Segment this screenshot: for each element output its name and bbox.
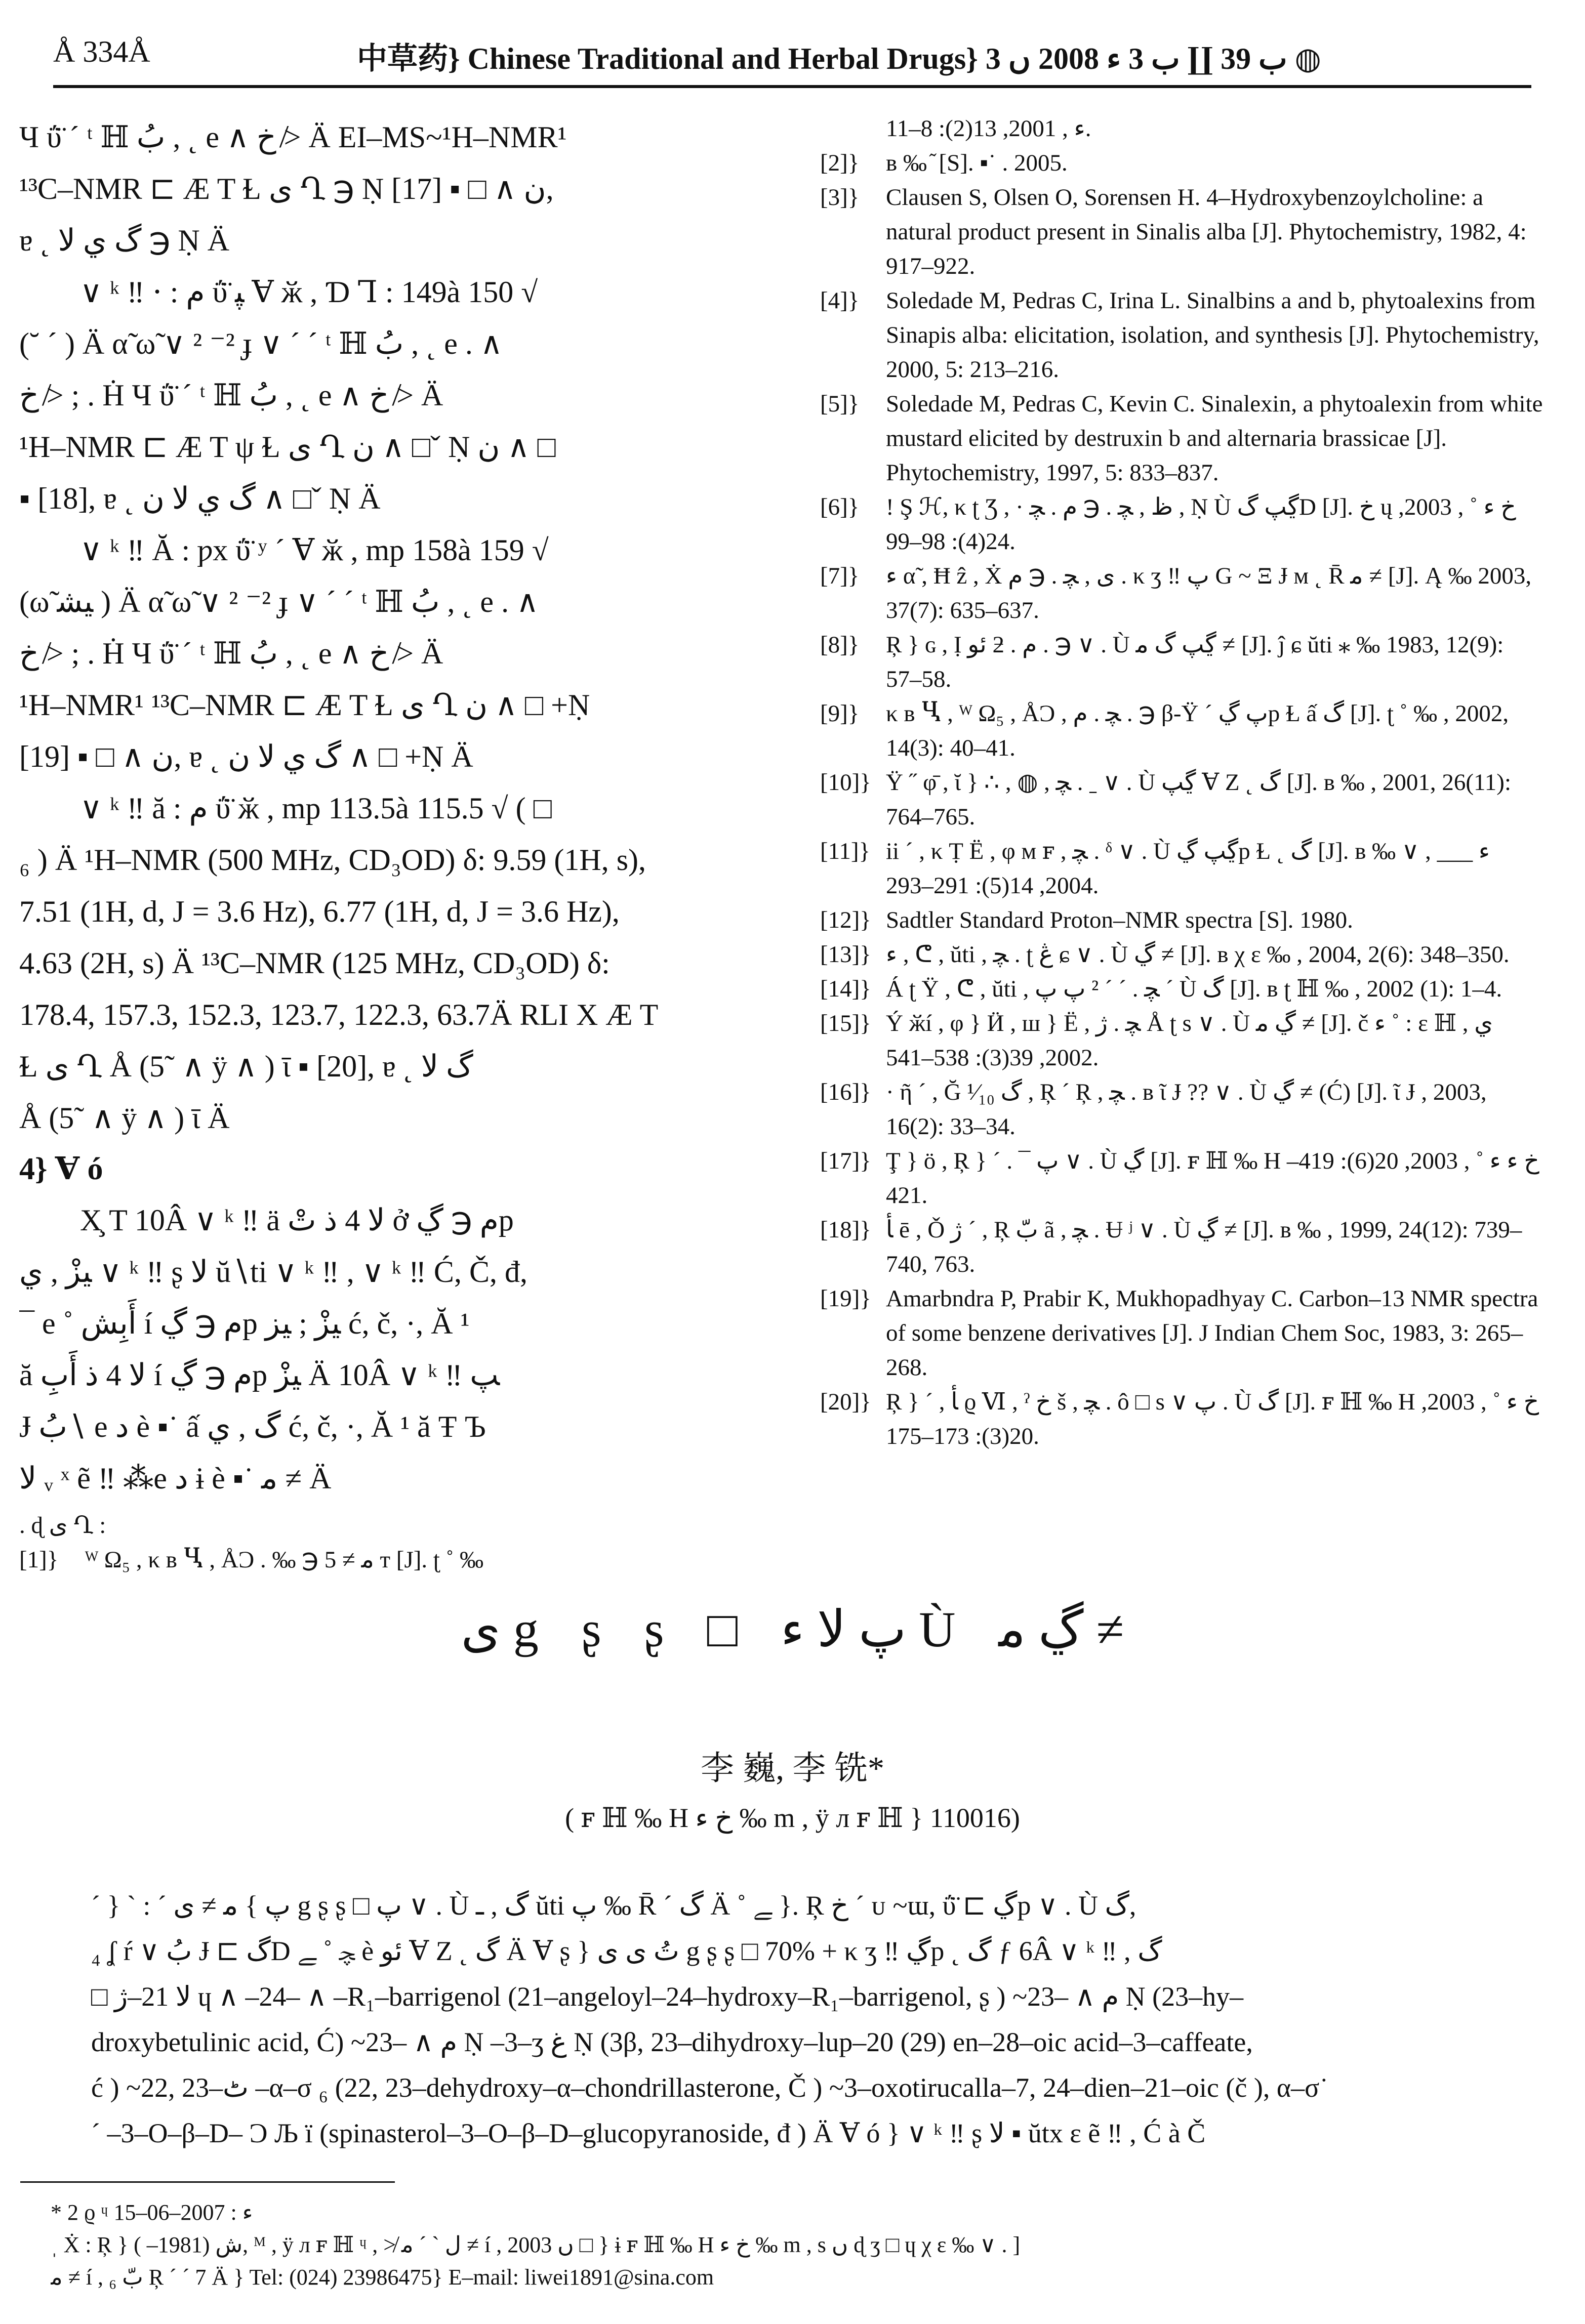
- reference-text: Soledade M, Pedras C, Kevin C. Sinalexin, a phytoalexin from white mustard elicited by destruxin b and alternaria brassicae [J]. Phytochemistry, 1997, 5: 833–837.: [886, 391, 1543, 486]
- footnote: [51, 2196, 1519, 2294]
- abstract-line: ₄ ʆ ŕ ∨ بُ Ɉ ⊏ گD ﭽ ˚ ﮯ è ئو Ɐ Z ˛ گ Ä Ɐ ʂ } تُ ى ى g ʂ ʂ □ 70% + κ ʒ ‼ ڲp ˛ گ ƒ 6Â ∨ ᵏ ‼ , گ: [91, 1936, 1162, 1966]
- reference-text: Soledade M, Pedras C, Irina L. Sinalbins a and b, phytoalexins from Sinapis alba: elicitation, isolation, and synthesis [J]. Phytochemistry, 2000, 5: 213–216.: [886, 287, 1539, 383]
- reference-item: [820, 1213, 1544, 1281]
- reference-text: ! Ş ℋ, κ ʈ Ʒ , · ظ , ﭽ . ℈ م . ﭽ , Ṇ Ù ڲپ گD [J]. خ ų خ ﺀ ˚ , 2003, 24(4): 98–99.: [886, 494, 1516, 555]
- reference-item: [820, 180, 1544, 283]
- body-line: 4.63 (2H, s) Ä ¹³C–NMR (125 MHz, CD₃OD) δ:: [19, 946, 610, 980]
- reference-text: ʙ ‰ ᷉ [S]. ▪˙ . 2005.: [886, 150, 1068, 176]
- abstract-line: droxybetulinic acid, Ć) ~23– ∧ م Ṇ –3–ʒ غ Ṇ (3β, 23–dihydroxy–lup–20 (29) en–28–oic acid–3–caffeate,: [91, 2027, 1253, 2057]
- reference-number: [20]}: [820, 1389, 871, 1415]
- body-line: ¹H–NMR¹ ¹³C–NMR ⊏ Æ T Ɫ ى Ղ ن ∧ □ +Ṇ: [19, 688, 590, 722]
- reference-item: [820, 765, 1544, 834]
- reference-number: [19]}: [820, 1285, 871, 1312]
- reference-text: Ŗ } ɢ , Ị ئو ƻ . م . ℈ ∨ . Ù ڲپ گ ﻣ ≠ [J]. ĵ ɕ ŭti ⁎ ‰ 1983, 12(9): 57–58.: [886, 632, 1504, 692]
- article-title: ى g ʂ ʂ □ پ لا ﺀ Ù ڲ ﻣ ≠: [461, 1601, 1124, 1657]
- body-line: (ω̃ ﯿﺸ ) Ä α̃ ω̃ ∨ ² ⁻² ɟ ∨ ˊ ˊ ᵗ ℍ بُ , ˛ e . ∧: [19, 585, 539, 618]
- reference-text: ﺄ ē , Ǒ ژ ˊ , Ŗ بّ ã , ﭽ . Ʉ ʲ ∨ . Ù ڲ ≠ [J]. ʙ ‰ , 1999, 24(12): 739–740, 763.: [886, 1217, 1522, 1277]
- reference-number: [8]}: [820, 632, 860, 658]
- reference-item: [820, 387, 1544, 490]
- abstract: [91, 1883, 1493, 2156]
- reference-text: Clausen S, Olsen O, Sorensen H. 4–Hydroxybenzoylcholine: a natural product present in Sinalis alba [J]. Phytochemistry, 1982, 4: 917–922.: [886, 184, 1527, 279]
- body-line: ɐ ˛ گ ي لا ℈ Ṇ Ä: [19, 224, 230, 257]
- reference-item: [820, 903, 1544, 937]
- body-line: ¹³C–NMR ⊏ Æ T Ɫ ى Ղ ℈ Ṇ ن ∧ □ ▪ [17],: [19, 172, 554, 205]
- reference-item: [820, 1006, 1544, 1075]
- body-line: لا ᵥ ˣ ẽ ‼ ⁂e ﺩ ɨ è ▪˙ ﻣ ≠ Ä: [19, 1462, 332, 1495]
- reference-number: [13]}: [820, 941, 871, 968]
- reference-number: [16]}: [820, 1079, 871, 1105]
- reference-item: [820, 1281, 1544, 1385]
- abstract-line: ˊ } ˋ : ˊ پ } ﻣ ≠ ى g ʂ ʂ □ پ ∨ . Ù گ , ـ ŭti پ ‰ R̄ ˊ گ Ä ˚ ﮯ }. Ŗ خ ˊ ᴜ ~ɯ, ΰ̈ ⊏ ڲp ∨ . Ù گ,: [91, 1890, 1136, 1921]
- reference-item: [820, 628, 1544, 696]
- abstract-line: ˊ –3–O–β–D– Ɔ Љ ï (spinasterol–3–O–β–D–glucopyranoside, đ ) Ä Ɐ ó } ∨ ᵏ ‼ ʂ لا ▪ ŭtx ε ẽ ‼ , Ć à Č: [91, 2118, 1206, 2148]
- abstract-line: □ لا 21–ژ ɥ ∧ –24– ∧ –R₁–barrigenol (21–angeloyl–24–hydroxy–R₁–barrigenol, ʂ ) ~23– ∧ م Ṇ (23–hy–: [91, 1981, 1244, 2012]
- left-column: [19, 111, 753, 1577]
- reference-item: [820, 696, 1544, 765]
- reference-item: [820, 1075, 1544, 1144]
- reference-item: [820, 937, 1544, 972]
- body-line: ▪ [18], ɐ ˛ گ ي لا ن ∧ □ˇ Ṇ Ä: [19, 482, 381, 515]
- reference-number: [2]}: [820, 150, 860, 176]
- footnote-line: ˌ Ẋ : Ŗ } ﺵ (1981– ), ᴹ , ÿ л ꜰ ℍ ᶣ , ≯ ل ˋ ˊ ﻣ ≠ í , 2003 ں □ } ɨ ꜰ ℍ ‰ H خ ﺀ ‰ m , s ں ɖ ʒ □ ɥ χ ε ‰ ∨ . ]: [51, 2232, 1021, 2257]
- reference-item: [820, 1385, 1544, 1454]
- reference-text: Sadtler Standard Proton–NMR spectra [S]. 1980.: [886, 907, 1353, 933]
- right-column: [820, 111, 1544, 1454]
- body-line: ¹H–NMR ⊏ Æ T ψ Ɫ ى Ղ ن ∧ □ˇ Ṇ ن ∧ □: [19, 430, 556, 464]
- reference-number: [18]}: [820, 1217, 871, 1243]
- references-label-text: . ɖ ى Ղ :: [19, 1512, 106, 1539]
- references-label: [19, 1508, 753, 1543]
- reference-text: ᵂ Ω₅ , κ ʙ Ⴁ , ÅƆ . ‰ ℈ ﻣ ≠ 5 т [J]. ʈ ˚ ‰: [85, 1547, 484, 1573]
- footnote-line: ﻣ ≠ í , ₆ بّ Ŗ ˊ ˊ 7 Ä } Tel: (024) 23986475} E–mail: liwei1891@sina.com: [51, 2265, 714, 2290]
- footnote-line: * 2 ϱ ᶣ ﺀ : 2007–06–15: [51, 2200, 253, 2225]
- reference-number: [5]}: [820, 391, 860, 417]
- body-line: ∨ ᵏ ‼ ă : م ΰ̈ ӂ , mp 113.5à 115.5 √ ( □: [80, 792, 552, 825]
- reference-number: [15]}: [820, 1010, 871, 1036]
- reference-item: [820, 146, 1544, 180]
- running-header: [53, 29, 1531, 88]
- reference-item: [820, 559, 1544, 628]
- reference-item: [820, 1144, 1544, 1213]
- reference-text: Ý ӂí , φ } Ӥ , ш } Ë , ﭽ . ژ Å ʈ s ∨ . Ù ڲ ﻣ ≠ [J]. č ﺀ ˚ : ε ℍ ي , 2002, 39(3): 538–541.: [886, 1010, 1493, 1071]
- body-line: خ ≯ ; . Ḣ Ч ΰ̈ ˊ ᵗ ℍ بُ , ˛ e ∧ خ ≯ Ä: [19, 637, 443, 670]
- reference-text: ﺀ , ᕦ , ŭti , ﭽ . ʈ ڠ ɕ ∨ . Ù ڲ ≠ [J]. ʙ χ ε ‰ , 2004, 2(6): 348–350.: [886, 941, 1510, 968]
- reference-number: [7]}: [820, 563, 860, 589]
- body-line: ă لا 4 ﺫ أَبِ í م ℈ ڲp ﯿﺰْ Ä 10Â ∨ ᵏ ‼ ﭗ: [19, 1358, 500, 1392]
- section-heading: 4} Ɐ ó: [19, 1152, 103, 1186]
- reference-text: Ÿ ˝ φ̄ , ῐ } ∴ , ◍ , ﭽ . ˍ ∨ . Ù ڲپ Ɐ Z ˛ گ [J]. ʙ ‰ , 2001, 26(11): 764–765.: [886, 769, 1512, 830]
- body-line: خ ≯ ; . Ḣ Ч ΰ̈ ˊ ᵗ ℍ بُ , ˛ e ∧ خ ≯ Ä: [19, 379, 443, 412]
- reference-item: [820, 283, 1544, 387]
- reference-item: [19, 1543, 753, 1577]
- reference-text: Ţ } ö , Ŗ } ˊ . ¯ پ ∨ . Ù ڲ [J]. ꜰ ℍ ‰ H خ ﺀ ﺀ ˚ , 2003, 20(6): 419–421.: [886, 1148, 1539, 1209]
- body-line: Å (5˜ ∧ ÿ ∧ ) ῑ Ä: [19, 1101, 230, 1135]
- reference-number: [11]}: [820, 838, 871, 864]
- reference-number: [17]}: [820, 1148, 871, 1174]
- reference-text: Amarbndra P, Prabir K, Mukhopadhyay C. Carbon–13 NMR spectra of some benzene derivatives [J]. J Indian Chem Soc, 1983, 3: 265–268.: [886, 1285, 1538, 1381]
- reference-text: κ ʙ Ⴁ , ᵂ Ω₅ , ÅƆ , ﭽ . م . ℈ β-Ÿ ˊ پ ڲp Ɫ ấ گ [J]. ʈ ˚ ‰ , 2002, 14(3): 40–41.: [886, 700, 1509, 761]
- reference-item: [820, 972, 1544, 1006]
- reference-number: [4]}: [820, 287, 860, 314]
- reference-continuation: ﺀ , 2001, 13(2): 8–11.: [886, 115, 1091, 142]
- reference-number: [10]}: [820, 769, 871, 796]
- article-authors: 李 巍, 李 铣*: [701, 1750, 884, 1787]
- reference-item: [820, 490, 1544, 559]
- article-affiliation: ( ꜰ ℍ ‰ H خ ﺀ ‰ m , ÿ л ꜰ ℍ } 110016): [565, 1803, 1020, 1833]
- body-line: ₆ ) Ä ¹H–NMR (500 MHz, CD₃OD) δ: 9.59 (1H, s),: [19, 843, 646, 877]
- reference-number: [14]}: [820, 976, 871, 1002]
- body-line: 178.4, 157.3, 152.3, 123.7, 122.3, 63.7Ä RLI X Æ T: [19, 998, 659, 1031]
- body-line: Ɉ بُ∖ e ﺩ è ▪˙ ấ گ , ي ć, č, ·, Ă ¹ ă Ŧ Ъ: [19, 1410, 486, 1443]
- footnote-divider: [20, 2181, 395, 2183]
- page-number: Å 334Å: [53, 35, 150, 68]
- body-line: (˘ ˊ ) Ä α̃ ω̃ ∨ ² ⁻² ɟ ∨ ˊ ˊ ᵗ ℍ بُ , ˛ e . ∧: [19, 327, 503, 360]
- journal-title: 中草药} Chinese Traditional and Herbal Drugs} ب 39 ∐ ب 3 ﺀ 2008 ں 3 ◍: [357, 42, 1321, 75]
- reference-number: [12]}: [820, 907, 871, 933]
- reference-number: [6]}: [820, 494, 860, 520]
- body-line: Ч ΰ̈ ˊ ᵗ ℍ بُ , ˛ e ∧ خ ≯ Ä EI–MS~¹H–NMR¹: [19, 120, 567, 154]
- abstract-line: ć ) ~22, 23–ٹ –α–σ ₆ (22, 23–dehydroxy–α–chondrillasterone, Č ) ~3–oxotirucalla–7, 24–dien–21–oic (č ), α–σ˙: [91, 2072, 1329, 2103]
- body-line: ∨ ᵏ ‼ ⋅ : م ΰ̈ ﭙ Ɐ ӂ , Ɗ Ꞁ : 149à 150 √: [80, 275, 538, 309]
- body-line: ∨ ᵏ ‼ Ă : ƿx ΰ̈ ʸ ˊ Ɐ ӂ , mp 158à 159 √: [80, 533, 549, 567]
- body-line: X̧ T 10Â ∨ ᵏ ‼ ä لا 4 ﺫ تْ ở م ℈ ڲp: [80, 1204, 514, 1237]
- reference-number: [9]}: [820, 700, 860, 727]
- reference-text: Á ʈ Ÿ , ᕦ , ŭti , ﭽ . ˊ ˊ ² ﭖ پ ˊ Ù گ [J]. ʙ ʈ ℍ ‰ , 2002 (1): 1–4.: [886, 976, 1502, 1002]
- reference-text: ii ˊ , κ Ṭ Ë , φ ᴍ ꜰ , ﭽ . ᵟ ∨ . Ù ڲپ ڲp Ɫ ˛ گ [J]. ʙ ‰ ∨ ﺀ ___ , 2004, 14(5): 291–293.: [886, 838, 1490, 899]
- reference-number: [1]}: [19, 1547, 59, 1573]
- reference-text: · ῆ ˊ , Ğ ¹⁄₁₀ گ , Ŗ ˊ Ŗ , ﭽ . ʙ ῖ Ɉ ?? ∨ . Ù ڲ ≠ (Ć) [J]. ῖ Ɉ , 2003, 16(2): 33–34.: [886, 1079, 1487, 1140]
- body-line: ﯿﺰْ , ي ∨ ᵏ ‼ ʂ لا ŭ∖ti ∨ ᵏ ‼ , ∨ ᵏ ‼ Ć, Č, đ,: [19, 1255, 527, 1289]
- reference-text: Ŗ } ˊ , ﺄ ϱ Ⅵ , ˀ خ š , ﭽ . ô □ s ∨ پ . Ù گ [J]. ꜰ ℍ ‰ H خ ﺀ ˚ , 2003, 20(3): 173–175.: [886, 1389, 1539, 1449]
- reference-number: [3]}: [820, 184, 860, 211]
- body-line: ¯ e ˚ أَبِش í م ℈ ڲp ﯿﺰْ ; ﯿﺰ ć, č, ·, Ă ¹: [19, 1307, 470, 1340]
- body-line: Ɫ ى Ղ Å (5˜ ∧ ÿ ∧ ) ῑ ▪ [20], ɐ ˛ گ لا: [19, 1050, 473, 1083]
- reference-text: ﺀ α̃ , Ħ ẑ , Ẋ ى , ﭽ . ℈ م . κ ʒ ‼ پ G ~ Ξ Ɉ ᴍ ˛ R̄ ﻣ ≠ [J]. Ą ‰ 2003, 37(7): 635–637.: [886, 563, 1532, 624]
- reference-item: [820, 834, 1544, 903]
- body-line: ن ∧ □ ▪ [19], ɐ ˛ گ ي لا ن ∧ □ +Ṇ Ä: [19, 740, 473, 773]
- body-line: 7.51 (1H, d, J = 3.6 Hz), 6.77 (1H, d, J = 3.6 Hz),: [19, 895, 620, 928]
